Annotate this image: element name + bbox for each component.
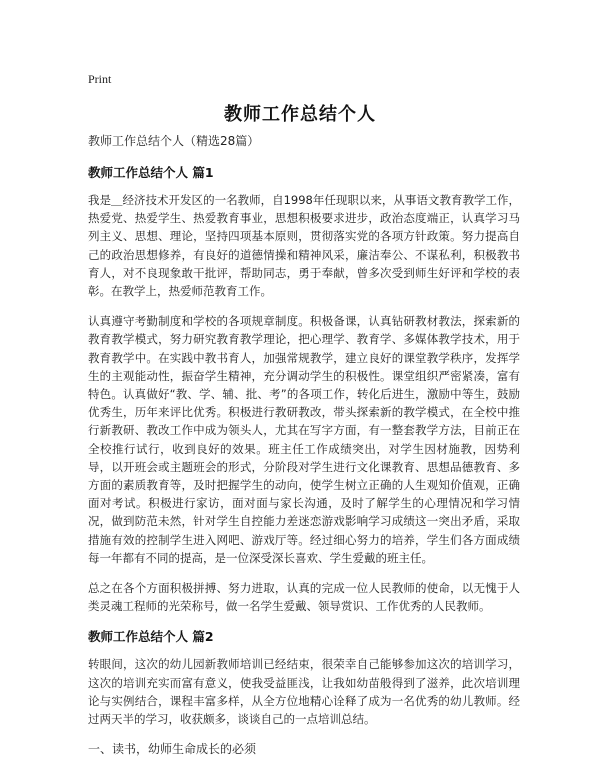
section-1-paragraph-3: 总之在各个方面积极拼搏、努力进取，认真的完成一位人民教师的使命，以无愧于人类灵魂工程师的光荣称号，做一名学生爱戴、领导赏识、工作优秀的人民教师。 xyxy=(88,581,520,614)
print-label[interactable]: Print xyxy=(88,72,112,86)
section-heading-2: 教师工作总结个人 篇2 xyxy=(88,629,214,645)
section-2-item-1: 一、读书，幼师生命成长的必须 xyxy=(88,742,257,757)
section-2-paragraph-1: 转眼间，这次的幼儿园新教师培训已经结束，很荣幸自己能够参加这次的培训学习，这次的培训充实而富有意义，使我受益匪浅，让我如幼苗般得到了滋养，此次培训理论与实例结合，课程丰富多样，从全方位地精心诠释了成为一名优秀的幼儿教师。经过两天半的学习，收获颇多，谈谈自己的一点培训总结。 xyxy=(88,657,520,727)
document-body xyxy=(88,132,520,757)
document-subtitle: 教师工作总结个人（精选28篇） xyxy=(88,134,260,148)
section-1-paragraph-1: 我是＿经济技术开发区的一名教师，自1998年任现职以来，从事语文教育教学工作，热爱党、热爱学生、热爱教育事业，思想积极要求进步，政治态度端正，认真学习马列主义、思想、理论，坚持四项基本原则，贯彻落实党的各项方针政策。努力提高自己的政治思想修养，有良好的道德情操和精神风采，廉洁奉公、不谋私利，积极教书育人，对不良现象敢干批评，帮助同志，勇于奉献，曾多次受到师生好评和学校的表彰。在教学上，热爱师范教育工作。 xyxy=(88,193,520,299)
document-title: 教师工作总结个人 xyxy=(224,104,376,125)
section-heading-1: 教师工作总结个人 篇1 xyxy=(88,165,214,180)
section-1-paragraph-2: 认真遵守考勤制度和学校的各项规章制度。积极备课，认真钻研教材教法，探索新的教育教学模式，努力研究教育教学理论，把心理学、教育学、多媒体教学技术，用于教育教学中。在实践中教书育人，加强常规教学，建立良好的课堂教学秩序，发挥学生的主观能动性，振奋学生精神，充分调动学生的积极性。课堂组织严密紧凑，富有特色。认真做好“教、学、辅、批、考”的各项工作，转化后进生，激励中等生，鼓励优秀生，历年来评比优秀。积极进行教研教改，带头探索新的教学模式，在全校中推行新教研、教改工作中成为领头人，尤其在写字方面，有一整套教学方法，目前正在全校推行试行，收到良好的效果。班主任工作成绩突出，对学生因材施教，因势利导，以开班会或主题班会的形式，分阶段对学生进行文化课教育、思想品德教育、多方面的素质教育等，及时把握学生的动向，使学生树立正确的人生观知价值观，正确面对考试。积极进行家访，面对面与家长沟通，及时了解学生的心理情况和学习情况，做到防范未然，针对学生自控能力差迷恋游戏影响学习成绩这一突出矛盾，采取措施有效的控制学生进入网吧、游戏厅等。经过细心努力的培养，学生们各方面成绩每一年都有不同的提高，是一位深受深长喜欢、学生爱戴的班主任。 xyxy=(88,314,520,565)
